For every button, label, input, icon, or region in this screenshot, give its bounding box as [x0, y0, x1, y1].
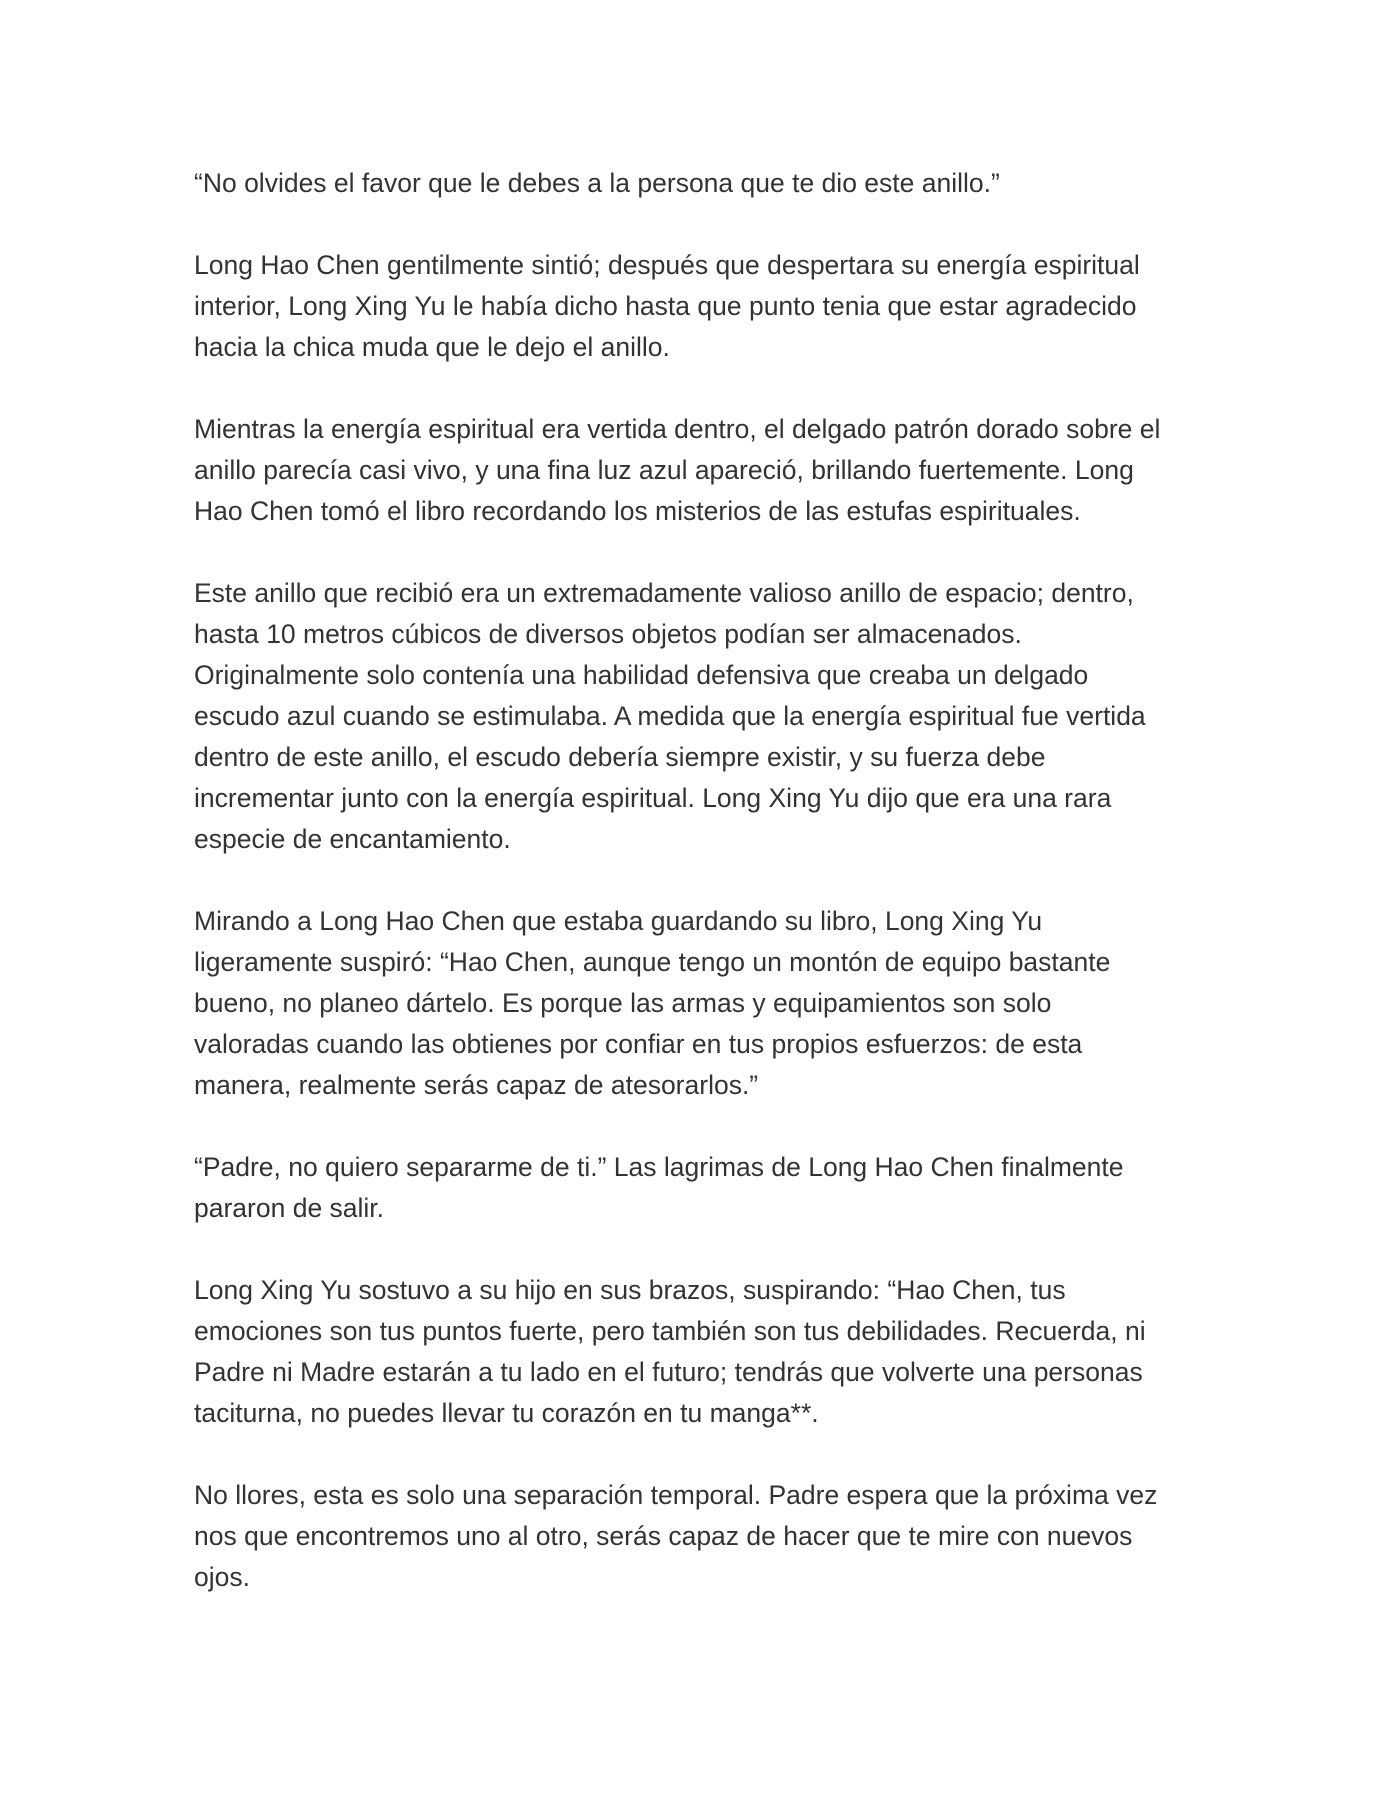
paragraph: Mientras la energía espiritual era vertida dentro, el delgado patrón dorado sobre el anillo parecía casi vivo, y una fina luz azul apareció, brillando fuertemente. Long Hao Chen tomó el libro recordando los misterios de las estufas espirituales. — [194, 414, 1161, 526]
paragraph: “No olvides el favor que le debes a la persona que te dio este anillo.” — [194, 168, 1000, 198]
paragraph: Este anillo que recibió era un extremadamente valioso anillo de espacio; dentro, hasta 10 metros cúbicos de diversos objetos podían ser almacenados. Originalmente solo contenía una habilidad defensiva que creaba un delgado escudo azul cuando se estimulaba. A medida que la energía espiritual fue vertida dentro de este anillo, el escudo debería siempre existir, y su fuerza debe incrementar junto con la energía espiritual. Long Xing Yu dijo que era una rara especie de encantamiento. — [194, 578, 1146, 854]
paragraph: Mirando a Long Hao Chen que estaba guardando su libro, Long Xing Yu ligeramente suspiró: “Hao Chen, aunque tengo un montón de equipo bastante bueno, no planeo dártelo. Es porque las armas y equipamientos son solo valoradas cuando las obtienes por confiar en tus propios esfuerzos: de esta manera, realmente serás capaz de atesorarlos.” — [194, 906, 1111, 1100]
paragraph: Long Hao Chen gentilmente sintió; después que despertara su energía espiritual interior, Long Xing Yu le había dicho hasta que punto tenia que estar agradecido hacia la chica muda que le dejo el anillo. — [194, 250, 1140, 362]
paragraph: Long Xing Yu sostuvo a su hijo en sus brazos, suspirando: “Hao Chen, tus emociones son tus puntos fuerte, pero también son tus debilidades. Recuerda, ni Padre ni Madre estarán a tu lado en el futuro; tendrás que volverte una personas taciturna, no puedes llevar tu corazón en tu manga**. — [194, 1275, 1146, 1428]
document-body — [194, 163, 1224, 1639]
paragraph: No llores, esta es solo una separación temporal. Padre espera que la próxima vez nos que encontremos uno al otro, serás capaz de hacer que te mire con nuevos ojos. — [194, 1480, 1158, 1592]
paragraph: “Padre, no quiero separarme de ti.” Las lagrimas de Long Hao Chen finalmente pararon de salir. — [194, 1152, 1124, 1223]
